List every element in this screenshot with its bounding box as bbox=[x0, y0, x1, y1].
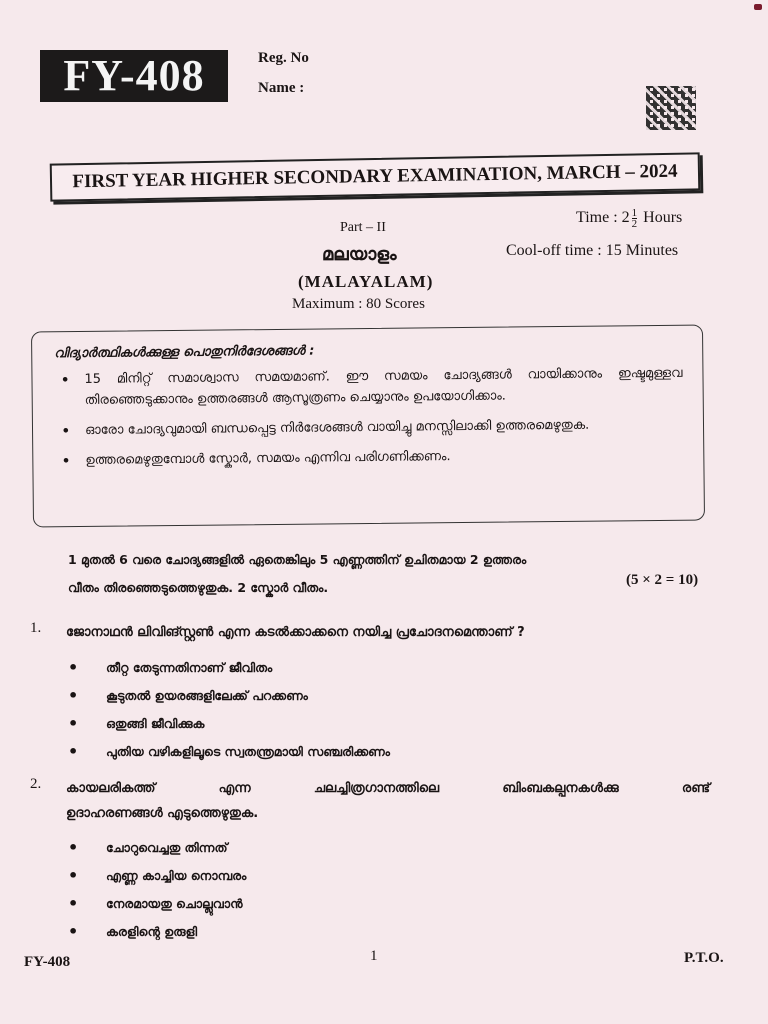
section-instruction bbox=[68, 546, 708, 602]
option-item: • കൂടുതൽ ഉയരങ്ങളിലേക്ക് പറക്കണം bbox=[106, 682, 710, 710]
question-1 bbox=[30, 620, 710, 766]
reg-no-label: Reg. No bbox=[258, 50, 309, 66]
section-instruction-line1: 1 മുതൽ 6 വരെ ചോദ്യങ്ങളിൽ ഏതെങ്കിലും 5 എണ്ണത്തിന് ഉചിതമായ 2 ഉത്തരം bbox=[68, 552, 527, 567]
time-fraction-denominator: 2 bbox=[631, 218, 638, 230]
instructions-heading: വിദ്യാർത്ഥികൾക്കുള്ള പൊതുനിർദേശങ്ങൾ : bbox=[54, 343, 315, 362]
option-item: • ചോറുവെച്ചതു തിന്നത് bbox=[106, 834, 710, 862]
corner-mark bbox=[754, 4, 762, 10]
section-marks: (5 × 2 = 10) bbox=[626, 572, 699, 588]
instruction-item: • ഓരോ ചോദ്യവുമായി ബന്ധപ്പെട്ട നിർദേശങ്ങൾ വായിച്ചു മനസ്സിലാക്കി ഉത്തരമെഴുതുക. bbox=[85, 414, 683, 441]
section-instruction-line2: വീതം തിരഞ്ഞെടുത്തെഴുതുക. 2 സ്കോർ വീതം. bbox=[68, 580, 329, 595]
qr-code bbox=[646, 86, 696, 130]
answer-options bbox=[30, 834, 710, 946]
question-text: ജോനാഥൻ ലിവിങ്സ്റ്റൺ എന്ന കടൽക്കാക്കനെ നയിച്ച പ്രചോദനമെന്താണ് ? bbox=[66, 625, 525, 640]
paper-code-badge: FY-408 bbox=[40, 50, 228, 102]
answer-options bbox=[30, 654, 710, 766]
question-number: 1. bbox=[30, 620, 42, 636]
question-text-line2: ഉദാഹരണങ്ങൾ എടുത്തെഴുതുക. bbox=[66, 806, 259, 821]
page-number: 1 bbox=[370, 948, 378, 964]
option-item: • പുതിയ വഴികളിലൂടെ സ്വതന്ത്രമായി സഞ്ചരിക്കണം bbox=[106, 738, 710, 766]
subject-english: (MALAYALAM) bbox=[298, 272, 434, 291]
footer-paper-code: FY-408 bbox=[24, 954, 71, 970]
question-number: 2. bbox=[30, 776, 42, 792]
time-fraction-numerator: 1 bbox=[631, 207, 638, 219]
option-item: • കരളിന്റെ ഉരുളി bbox=[106, 918, 710, 946]
question-text-line1: കായലരികത്ത് എന്ന ചലച്ചിത്രഗാനത്തിലെ ബിംബകല്പനകൾക്കു രണ്ട് bbox=[66, 781, 710, 796]
subject-malayalam: മലയാളം bbox=[322, 244, 397, 265]
cool-off-time: Cool-off time : 15 Minutes bbox=[506, 242, 679, 259]
time-suffix: Hours bbox=[643, 209, 683, 227]
please-turn-over: P.T.O. bbox=[684, 950, 724, 966]
instructions-list bbox=[54, 363, 683, 472]
option-item: • ഒതുങ്ങി ജീവിക്കുക bbox=[106, 710, 710, 738]
option-item: • നേരമായതു ചൊല്ലുവാൻ bbox=[106, 890, 710, 918]
time-prefix: Time : 2 bbox=[576, 209, 630, 227]
time-allowed bbox=[576, 208, 682, 229]
option-item: • തീറ്റ തേടുന്നതിനാണ് ജീവിതം bbox=[106, 654, 710, 682]
time-fraction bbox=[632, 208, 638, 229]
name-label: Name : bbox=[258, 80, 305, 96]
instruction-item: • 15 മിനിറ്റ് സമാശ്വാസ സമയമാണ്. ഈ സമയം ചോദ്യങ്ങൾ വായിക്കാനും ഇഷ്ടമുള്ളവ തിരഞ്ഞെടുക്കാനും ഉത്തരങ്ങൾ ആസൂത്രണം ചെയ്യാനും ഉപയോഗിക്കാം. bbox=[84, 363, 682, 411]
exam-title: FIRST YEAR HIGHER SECONDARY EXAMINATION, MARCH – 2024 bbox=[50, 152, 701, 201]
maximum-score: Maximum : 80 Scores bbox=[292, 296, 425, 312]
option-item: • എണ്ണ കാച്ചിയ നൊമ്പരം bbox=[106, 862, 710, 890]
part-label: Part – II bbox=[340, 220, 386, 235]
question-2 bbox=[30, 776, 710, 946]
instruction-item: • ഉത്തരമെഴുതുമ്പോൾ സ്കോർ, സമയം എന്നിവ പരിഗണിക്കണം. bbox=[85, 444, 683, 471]
general-instructions-box bbox=[31, 324, 705, 527]
